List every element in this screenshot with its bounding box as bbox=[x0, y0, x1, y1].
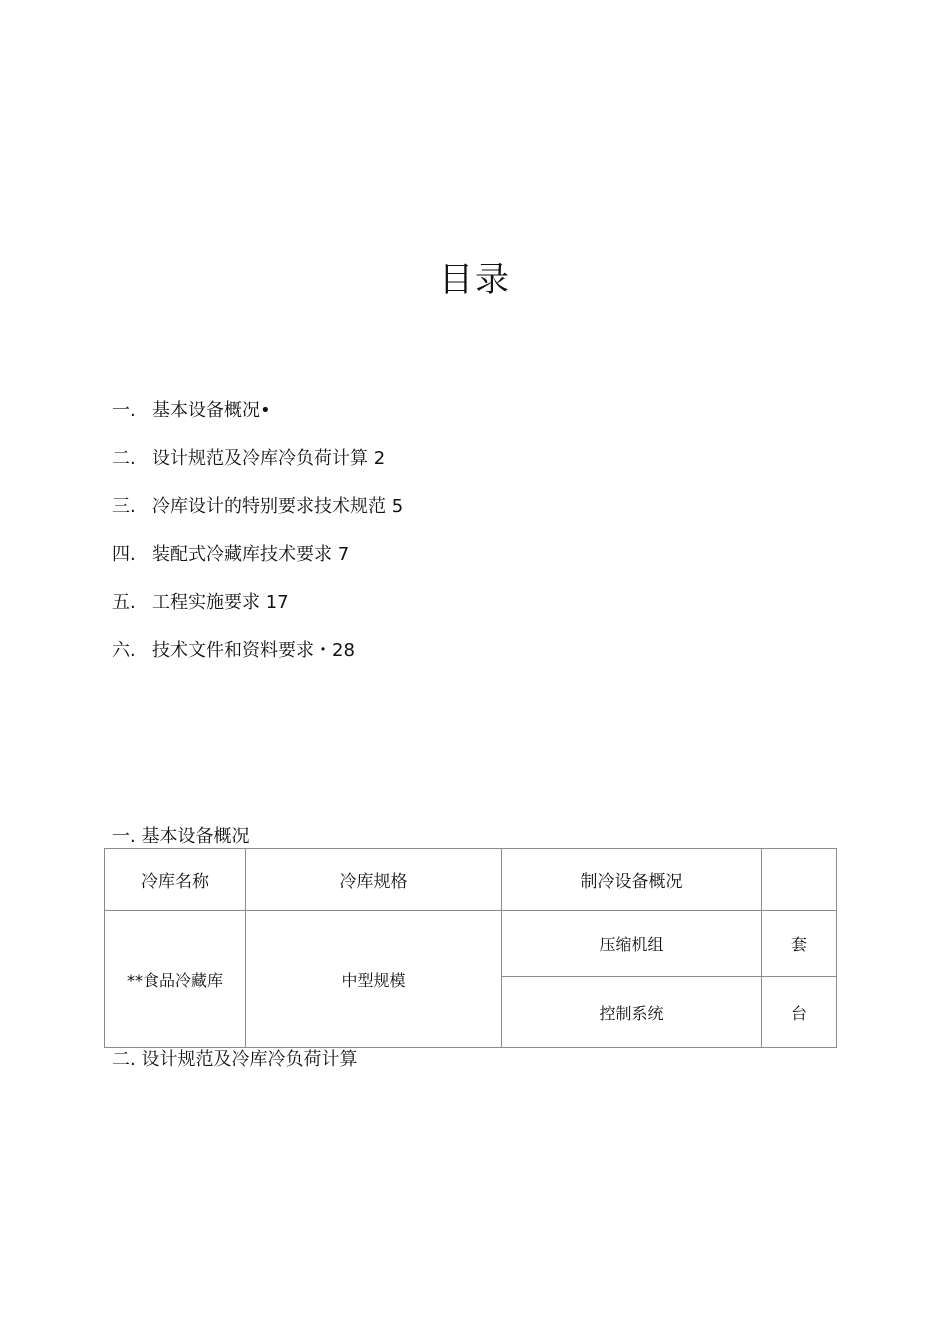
toc-item-text: 工程实施要求 17 bbox=[152, 592, 289, 613]
toc-item-number: 三. bbox=[112, 496, 136, 517]
page-title: 目录 bbox=[439, 260, 511, 300]
table-of-contents bbox=[112, 396, 403, 684]
cell-cold-storage-name: **食品冷藏库 bbox=[105, 911, 246, 1048]
toc-item-number: 五. bbox=[112, 592, 136, 613]
toc-item-text: 技术文件和资料要求・28 bbox=[152, 640, 355, 661]
cell-equipment: 控制系统 bbox=[502, 977, 762, 1048]
toc-item-number: 六. bbox=[112, 640, 136, 661]
section-heading-basic-equipment: 一. 基本设备概况 bbox=[112, 826, 250, 847]
header-cell-name: 冷库名称 bbox=[105, 849, 246, 911]
toc-item[interactable] bbox=[112, 540, 403, 588]
toc-item[interactable] bbox=[112, 396, 403, 444]
toc-item[interactable] bbox=[112, 588, 403, 636]
cell-unit: 套 bbox=[762, 911, 837, 977]
cell-equipment: 压缩机组 bbox=[502, 911, 762, 977]
toc-item-text: 冷库设计的特别要求技术规范 5 bbox=[152, 496, 404, 517]
toc-item-number: 二. bbox=[112, 448, 136, 469]
toc-item-text: 基本设备概况• bbox=[152, 400, 271, 421]
table-row bbox=[105, 911, 837, 977]
table-header-row bbox=[105, 849, 837, 911]
header-cell-equipment: 制冷设备概况 bbox=[502, 849, 762, 911]
toc-item[interactable] bbox=[112, 492, 403, 540]
toc-item[interactable] bbox=[112, 636, 403, 684]
header-cell-unit bbox=[762, 849, 837, 911]
section-heading-design-spec: 二. 设计规范及冷库冷负荷计算 bbox=[112, 1049, 358, 1070]
toc-item-text: 装配式冷藏库技术要求 7 bbox=[152, 544, 350, 565]
header-cell-spec: 冷库规格 bbox=[246, 849, 502, 911]
cell-unit: 台 bbox=[762, 977, 837, 1048]
toc-item-number: 一. bbox=[112, 400, 136, 421]
toc-item[interactable] bbox=[112, 444, 403, 492]
cell-cold-storage-spec: 中型规模 bbox=[246, 911, 502, 1048]
toc-item-number: 四. bbox=[112, 544, 136, 565]
equipment-table bbox=[104, 848, 837, 1048]
toc-item-text: 设计规范及冷库冷负荷计算 2 bbox=[152, 448, 386, 469]
